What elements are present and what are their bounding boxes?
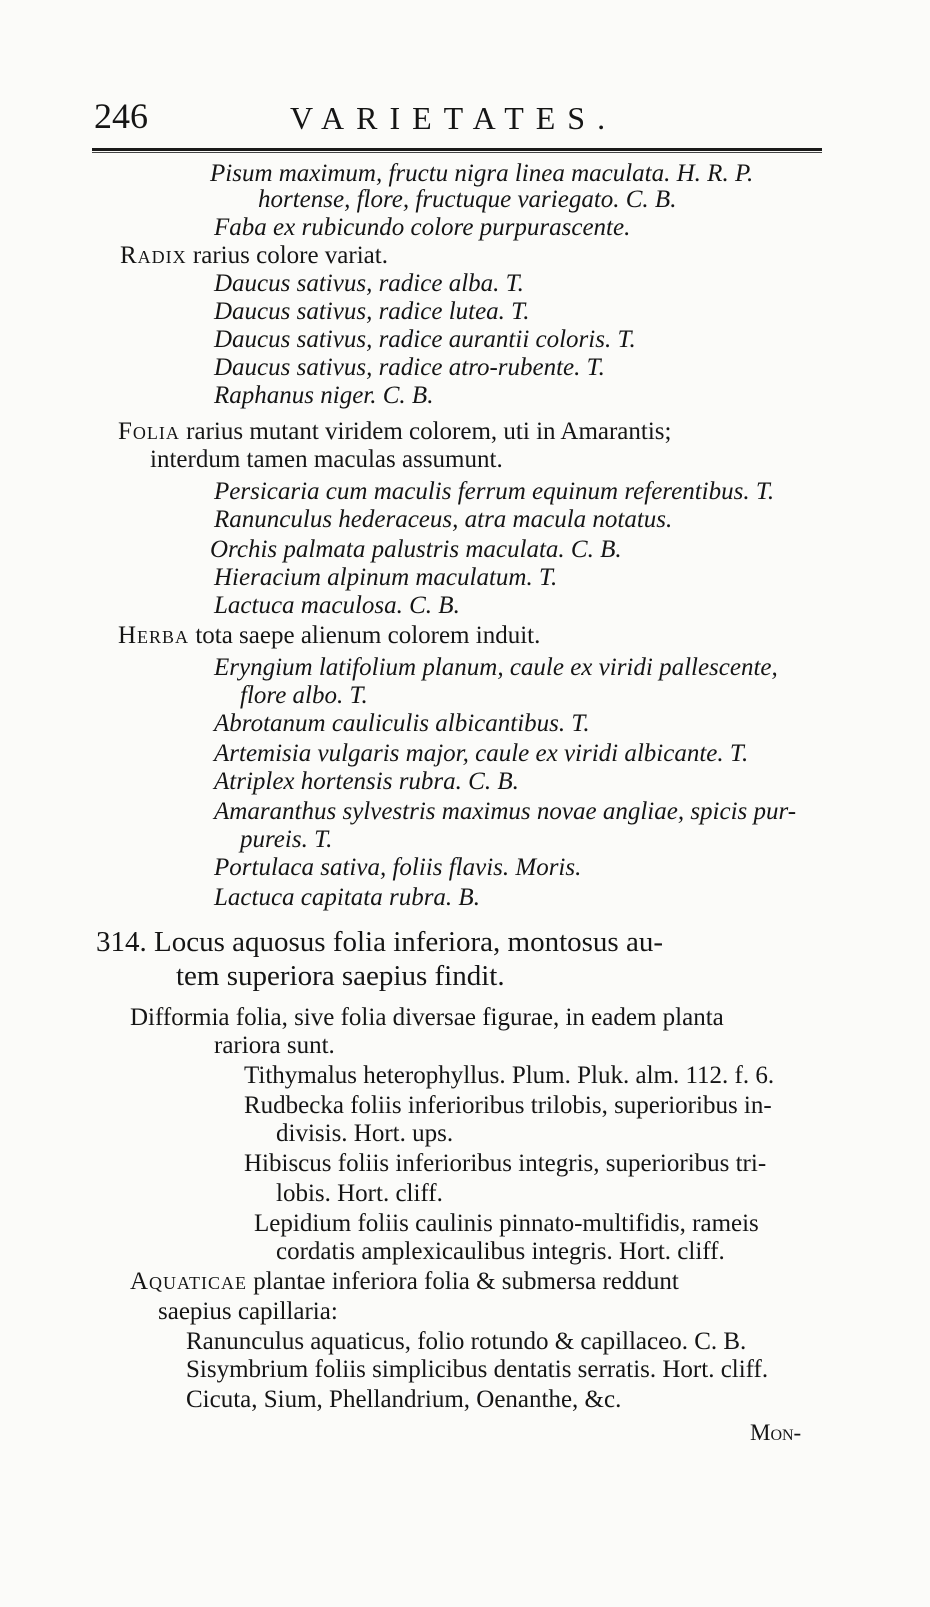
text-line: Sisymbrium foliis simplicibus dentatis serratis. Hort. cliff.: [186, 1356, 769, 1383]
text-line: Daucus sativus, radice alba. T.: [214, 270, 524, 297]
text-line: Daucus sativus, radice atro-rubente. T.: [214, 354, 605, 381]
text-line: Difformia folia, sive folia diversae figurae, in eadem planta: [130, 1004, 724, 1031]
text-line: Ranunculus hederaceus, atra macula notatus.: [214, 506, 673, 533]
text-line: Persicaria cum maculis ferrum equinum referentibus. T.: [214, 478, 775, 505]
text-line: Orchis palmata palustris maculata. C. B.: [210, 536, 622, 563]
text-line: hortense, flore, fructuque variegato. C. B.: [258, 186, 677, 213]
section-text: tota saepe alienum colorem induit.: [195, 622, 541, 649]
section-keyword: Folia: [118, 418, 180, 445]
paragraph-heading: 314. Locus aquosus folia inferiora, montosus au-: [96, 926, 664, 958]
text-line: Artemisia vulgaris major, caule ex viridi albicante. T.: [214, 740, 749, 767]
section-line: [118, 418, 671, 446]
text-line: Atriplex hortensis rubra. C. B.: [214, 768, 519, 795]
text-line: Pisum maximum, fructu nigra linea maculata. H. R. P.: [210, 160, 754, 187]
text-line: flore albo. T.: [240, 682, 368, 709]
text-line: cordatis amplexicaulibus integris. Hort. cliff.: [276, 1238, 725, 1265]
text-line: Hibiscus foliis inferioribus integris, superioribus tri-: [244, 1150, 767, 1177]
running-title: VARIETATES.: [290, 100, 618, 136]
text-line: Amaranthus sylvestris maximus novae angliae, spicis pur-: [214, 798, 797, 825]
text-line: pureis. T.: [240, 826, 333, 853]
text-line: lobis. Hort. cliff.: [276, 1180, 443, 1207]
text-line: Cicuta, Sium, Phellandrium, Oenanthe, &c.: [186, 1386, 622, 1413]
text-line: rariora sunt.: [214, 1032, 335, 1059]
section-keyword: Aquaticae: [130, 1268, 248, 1295]
text-line: Lepidium foliis caulinis pinnato-multifidis, rameis: [254, 1210, 759, 1237]
section-keyword: Herba: [118, 622, 190, 649]
text-line: Lactuca capitata rubra. B.: [214, 884, 480, 911]
text-line: Ranunculus aquaticus, folio rotundo & capillaceo. C. B.: [186, 1328, 747, 1355]
text-line: Eryngium latifolium planum, caule ex viridi pallescente,: [214, 654, 778, 681]
text-line: saepius capillaria:: [158, 1298, 338, 1325]
text-line: interdum tamen maculas assumunt.: [150, 446, 503, 473]
section-line: [118, 622, 540, 650]
text-line: Rudbecka foliis inferioribus trilobis, superioribus in-: [244, 1092, 772, 1119]
section-text: rarius mutant viridem colorem, uti in Amarantis;: [186, 418, 672, 445]
header-rule-thin: [92, 152, 822, 153]
paragraph-line: tem superiora saepius findit.: [176, 960, 505, 992]
section-text: plantae inferiora folia & submersa reddunt: [253, 1268, 679, 1295]
text-line: Portulaca sativa, foliis flavis. Moris.: [214, 854, 582, 881]
text-line: Daucus sativus, radice lutea. T.: [214, 298, 530, 325]
text-line: Daucus sativus, radice aurantii coloris. T.: [214, 326, 636, 353]
text-line: Abrotanum cauliculis albicantibus. T.: [214, 710, 590, 737]
text-line: Lactuca maculosa. C. B.: [214, 592, 460, 619]
header-rule: [92, 148, 822, 151]
section-keyword: Radix: [120, 242, 187, 269]
text-line: Hieracium alpinum maculatum. T.: [214, 564, 558, 591]
catchword: Mon-: [750, 1420, 802, 1445]
section-line: [130, 1268, 679, 1296]
text-line: Faba ex rubicundo colore purpurascente.: [214, 214, 631, 241]
section-text: rarius colore variat.: [192, 242, 388, 269]
text-line: divisis. Hort. ups.: [276, 1120, 454, 1147]
page-number: 246: [94, 96, 148, 136]
text-line: Tithymalus heterophyllus. Plum. Pluk. alm. 112. f. 6.: [244, 1062, 775, 1089]
section-line: [120, 242, 388, 270]
text-line: Raphanus niger. C. B.: [214, 382, 434, 409]
